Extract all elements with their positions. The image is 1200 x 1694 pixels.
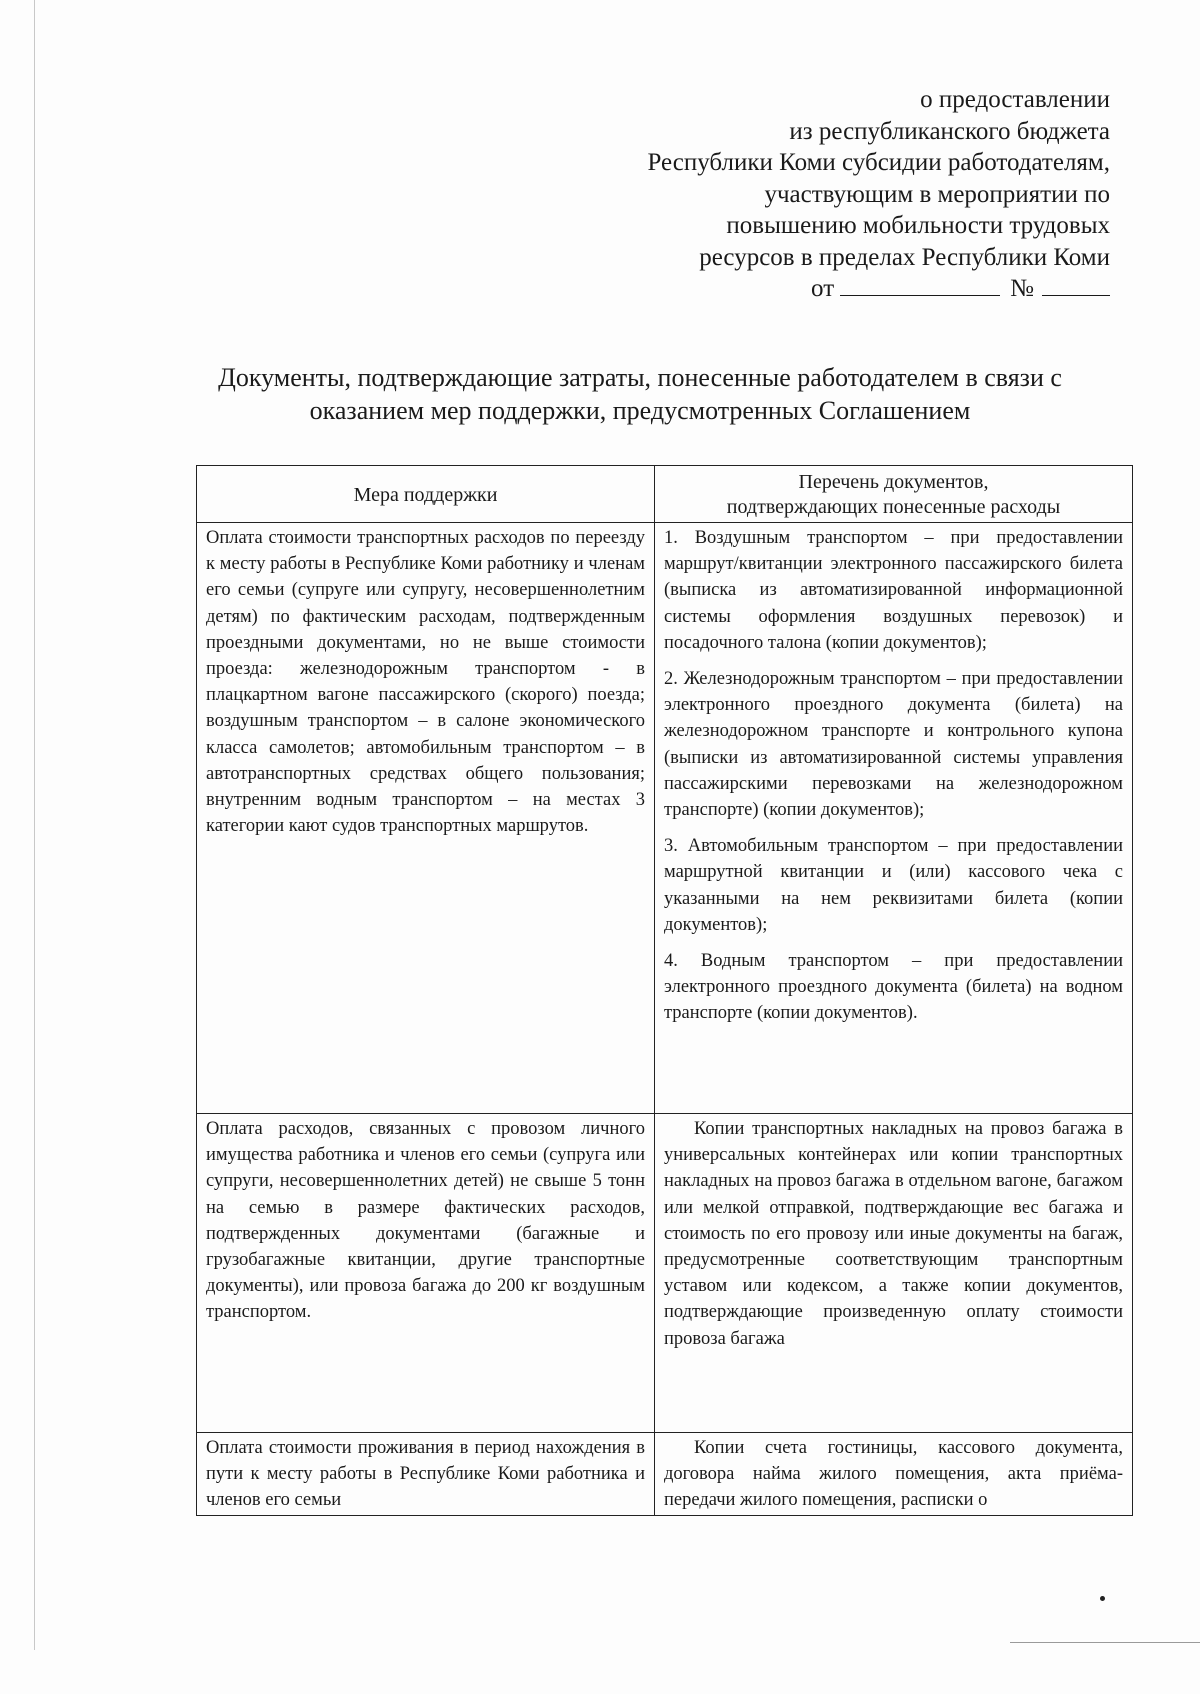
scan-artifact-dot bbox=[1100, 1596, 1105, 1601]
document-item: Копии счета гостиницы, кассового документа, договора найма жилого помещения, акта приёма-передачи жилого помещения, расписки о bbox=[664, 1438, 1123, 1511]
header-date-number-line bbox=[490, 273, 1110, 305]
header-line: из республиканского бюджета bbox=[789, 117, 1110, 145]
documents-cell bbox=[655, 523, 1133, 1114]
document-item: 4. Водным транспортом – при предоставлении электронного проездного документа (билета) на водном транспорте (копии документов). bbox=[664, 951, 1123, 1024]
documents-table bbox=[196, 465, 1133, 1516]
scan-edge-bottom bbox=[1010, 1642, 1200, 1643]
table-row bbox=[197, 523, 1133, 1114]
header-line: о предоставлении bbox=[920, 86, 1110, 113]
header-line: участвующим в мероприятии по bbox=[764, 180, 1110, 208]
measure-text: Оплата расходов, связанных с провозом личного имущества работника и членов его семьи (супруга или супруги, несовершеннолетних детей) не свыше 5 тонн на семью в размере фактических расходов, подтвержденных документами (багажные и грузобагажные квитанции, другие транспортные документы), или провоза багажа до 200 кг воздушным транспортом. bbox=[206, 1119, 645, 1323]
header-line: повышению мобильности трудовых bbox=[726, 212, 1110, 239]
table-row bbox=[197, 1433, 1133, 1516]
documents-cell bbox=[655, 1114, 1133, 1433]
header-line: ресурсов в пределах Республики Коми bbox=[699, 243, 1110, 271]
measure-cell bbox=[197, 1433, 655, 1516]
table-header-row bbox=[197, 466, 1133, 523]
table-row bbox=[197, 1114, 1133, 1433]
measure-cell bbox=[197, 523, 655, 1114]
measure-cell bbox=[197, 1114, 655, 1433]
title-line-2: оказанием мер поддержки, предусмотренных Соглашением bbox=[309, 396, 971, 425]
header-line: Республики Коми субсидии работодателям, bbox=[647, 149, 1110, 176]
measure-text: Оплата стоимости транспортных расходов по переезду к месту работы в Республике Коми работнику и членам его семьи (супруге или супругу, несовершеннолетним детям) по фактическим расходам, подтвержденным проездными документами, но не выше стоимости проезда: железнодорожным транспортом - в плацкартном вагоне пассажирского (скорого) поезда; воздушным транспортом – в салоне экономического класса самолетов; автомобильным транспортом – в автотранспортных средствах общего пользования; внутренним водным транспортом – на местах 3 категории кают судов транспортных маршрутов. bbox=[206, 528, 645, 837]
document-title bbox=[160, 361, 1120, 427]
column-header-documents: Перечень документов, подтверждающих понесенные расходы bbox=[655, 466, 1133, 523]
document-item: 3. Автомобильным транспортом – при предоставлении маршрутной квитанции и (или) кассового чека с указанными на нем реквизитами билета (копии документов); bbox=[664, 836, 1123, 935]
measure-text: Оплата стоимости проживания в период нахождения в пути к месту работы в Республике Коми работника и членов его семьи bbox=[206, 1438, 645, 1511]
date-blank bbox=[840, 273, 1000, 296]
document-item: 2. Железнодорожным транспортом – при предоставлении электронного проездного документа (билета) на железнодорожном транспорте и контрольного купона (выписки из автоматизированной системы управления пассажирскими перевозками на железнодорожном транспорте) (копии документов); bbox=[664, 669, 1123, 821]
document-item: Копии транспортных накладных на провоз багажа в универсальных контейнерах или копии транспортных накладных на провоз багажа в отдельном вагоне, багажом или мелкой отправкой, подтверждающие вес багажа и стоимость по его провозу или иные документы на багаж, предусмотренные соответствующим транспортным уставом или кодексом, а также копии документов, подтверждающие произведенную оплату стоимости провоза багажа bbox=[664, 1119, 1123, 1349]
number-blank bbox=[1042, 273, 1110, 296]
from-label: от bbox=[811, 275, 835, 302]
approval-header bbox=[490, 84, 1110, 305]
title-line-1: Документы, подтверждающие затраты, понесенные работодателем в связи с bbox=[218, 363, 1062, 392]
scan-edge-left bbox=[34, 0, 35, 1650]
documents-cell bbox=[655, 1433, 1133, 1516]
document-item: 1. Воздушным транспортом – при предоставлении маршрут/квитанции электронного пассажирского билета (выписка из автоматизированной информационной системы оформления воздушных перевозок) и посадочного талона (копии документов); bbox=[664, 528, 1123, 653]
number-label: № bbox=[1010, 275, 1034, 302]
column-header-measure: Мера поддержки bbox=[197, 466, 655, 523]
